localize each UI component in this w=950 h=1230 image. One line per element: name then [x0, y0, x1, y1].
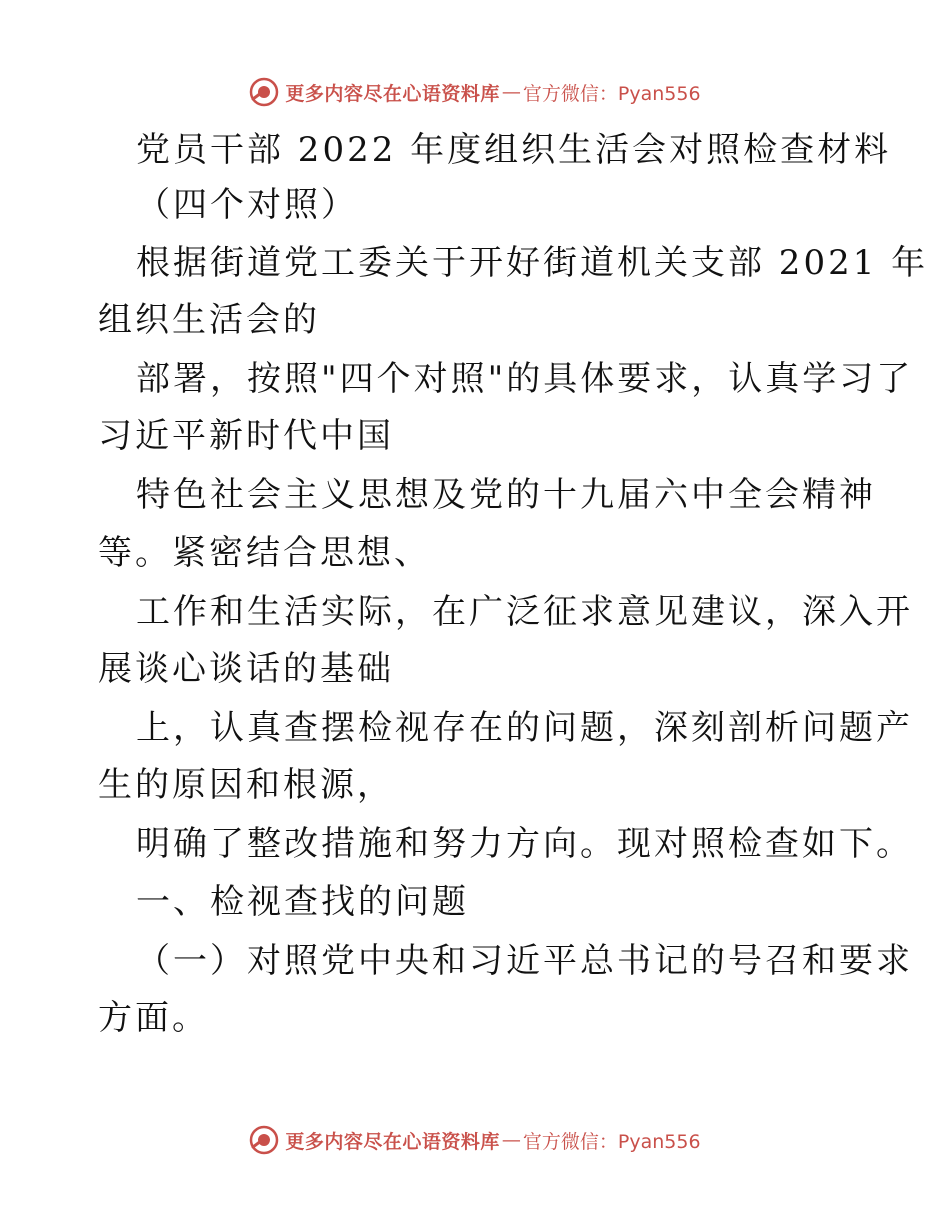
paragraph-line: 等。紧密结合思想、 — [98, 533, 431, 573]
document-subtitle: （四个对照） — [136, 185, 358, 225]
section-heading: 一、检视查找的问题 — [136, 882, 469, 922]
paragraph-line: 生的原因和根源， — [98, 765, 394, 805]
document-title: 党员干部 2022 年度组织生活会对照检查材料 — [136, 130, 892, 170]
paragraph-line: 特色社会主义思想及党的十九届六中全会精神 — [136, 475, 876, 515]
paragraph-line: 展谈心谈话的基础 — [98, 649, 394, 689]
paragraph-line: 上，认真查摆检视存在的问题，深刻剖析问题产 — [136, 708, 913, 748]
subsection-heading: （一）对照党中央和习近平总书记的号召和要求 — [136, 941, 913, 981]
paragraph-line: 根据街道党工委关于开好街道机关支部 2021 年 — [136, 243, 929, 283]
watermark-official-text: 官方微信：Pyan556 — [522, 1130, 701, 1153]
header-watermark — [0, 72, 950, 112]
seal-logo-icon — [249, 1125, 279, 1155]
watermark-dash: — — [501, 1129, 521, 1151]
paragraph-line: 方面。 — [98, 998, 209, 1038]
paragraph-line: 部署，按照"四个对照"的具体要求，认真学习了 — [136, 359, 914, 399]
paragraph-line: 明确了整改措施和努力方向。现对照检查如下。 — [136, 824, 913, 864]
paragraph-line: 工作和生活实际，在广泛征求意见建议，深入开 — [136, 592, 913, 632]
watermark-brand-text: 更多内容尽在心语资料库 — [285, 82, 500, 105]
seal-logo-icon — [249, 77, 279, 107]
watermark-dash: — — [501, 81, 521, 103]
paragraph-line: 组织生活会的 — [98, 300, 320, 340]
watermark-official-text: 官方微信：Pyan556 — [522, 82, 701, 105]
footer-watermark — [0, 1120, 950, 1160]
paragraph-line: 习近平新时代中国 — [98, 416, 394, 456]
watermark-brand-text: 更多内容尽在心语资料库 — [285, 1130, 500, 1153]
